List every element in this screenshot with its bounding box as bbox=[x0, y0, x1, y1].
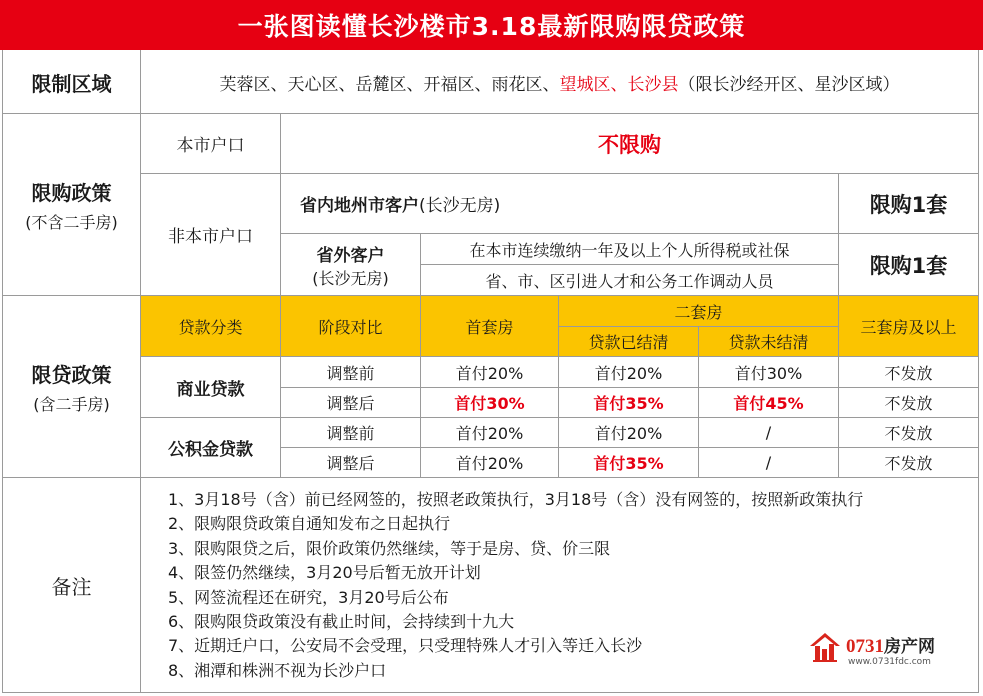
table-cell-uncleared: / bbox=[765, 423, 772, 442]
notes-label: 备注 bbox=[51, 574, 92, 599]
purchase-label: 限购政策 bbox=[31, 180, 112, 205]
logo-url: www.0731fdc.com bbox=[848, 657, 931, 667]
header-second-cleared: 贷款已结清 bbox=[588, 333, 669, 352]
region-label: 限制区域 bbox=[31, 71, 112, 96]
outside-label: 省外客户 bbox=[316, 245, 385, 266]
header-first-home: 首套房 bbox=[465, 317, 514, 337]
list-item: 4、限签仍然继续，3月20号后暂无放开计划 bbox=[168, 563, 481, 583]
page-title: 一张图读懂长沙楼市3.18最新限购限贷政策 bbox=[0, 0, 983, 50]
outside-condition-2: 省、市、区引进人才和公务工作调动人员 bbox=[485, 271, 774, 291]
table-cell-cleared: 首付35% bbox=[593, 454, 664, 473]
header-category: 贷款分类 bbox=[178, 317, 243, 337]
list-item: 2、限购限贷政策自通知发布之日起执行 bbox=[168, 514, 451, 534]
header-second-home: 二套房 bbox=[674, 302, 723, 322]
table-cell-uncleared: 首付45% bbox=[733, 394, 804, 413]
table-cell-cleared: 首付20% bbox=[594, 424, 663, 443]
logo-cn: 房产网 bbox=[884, 637, 935, 657]
region-list bbox=[141, 51, 978, 113]
list-item: 1、3月18号（含）前已经网签的，按照老政策执行，3月18号（含）没有网签的，按照新政策执行 bbox=[168, 490, 864, 509]
list-item: 7、近期迁户口，公安局不会受理，只受理特殊人才引入等迁入长沙 bbox=[168, 636, 643, 656]
table-cell-third: 不发放 bbox=[884, 363, 933, 383]
region-list-part2: （限长沙经开区、星沙区域） bbox=[678, 74, 900, 95]
table-cell-cleared: 首付35% bbox=[593, 394, 664, 413]
header-second-uncleared: 贷款未结清 bbox=[728, 333, 809, 352]
local-hukou-label: 本市户口 bbox=[176, 136, 245, 156]
header-third-home: 三套房及以上 bbox=[860, 317, 957, 337]
table-cell-first: 首付20% bbox=[455, 424, 524, 443]
table-cell-uncleared: 首付30% bbox=[734, 363, 803, 383]
province-client bbox=[300, 174, 838, 233]
loan-label: 限贷政策 bbox=[31, 362, 112, 387]
table-cell-stage: 调整前 bbox=[326, 424, 375, 443]
table-cell-stage: 调整后 bbox=[326, 454, 375, 473]
table-cell-first: 首付20% bbox=[455, 363, 524, 383]
border-right bbox=[978, 50, 979, 693]
table-cell-third: 不发放 bbox=[884, 394, 933, 413]
purchase-sublabel: (不含二手房) bbox=[25, 212, 118, 232]
list-item: 3、限购限贷之后，限价政策仍然继续，等于是房、贷、价三限 bbox=[168, 538, 611, 558]
brand-logo bbox=[808, 624, 968, 682]
purchase-section-label bbox=[3, 114, 140, 295]
province-value: 限购1套 bbox=[869, 192, 948, 217]
table-cell-third: 不发放 bbox=[884, 424, 933, 443]
logo-number: 0731 bbox=[846, 636, 884, 657]
local-hukou-value: 不限购 bbox=[598, 132, 661, 157]
table-cell-stage: 调整前 bbox=[326, 363, 375, 383]
outside-condition-1: 在本市连续缴纳一年及以上个人所得税或社保 bbox=[469, 240, 790, 260]
outside-client bbox=[281, 234, 420, 295]
province-note: (长沙无房) bbox=[419, 196, 501, 216]
outside-value: 限购1套 bbox=[869, 253, 948, 278]
house-logo-icon bbox=[808, 630, 842, 664]
divider-loan bbox=[2, 477, 979, 478]
table-cell-uncleared: / bbox=[765, 453, 772, 472]
commercial-loan-label: 商业贷款 bbox=[176, 379, 245, 400]
table-cell-first: 首付30% bbox=[454, 394, 525, 413]
region-list-part1: 芙蓉区、天心区、岳麓区、开福区、雨花区、 bbox=[219, 74, 560, 95]
list-item: 5、网签流程还在研究，3月20号后公布 bbox=[168, 587, 449, 607]
region-list-red: 望城区、长沙县 bbox=[559, 74, 679, 95]
outside-note: (长沙无房) bbox=[312, 268, 389, 288]
fund-loan-label: 公积金贷款 bbox=[168, 440, 253, 460]
table-cell-stage: 调整后 bbox=[326, 394, 375, 413]
nonlocal-hukou-label: 非本市户口 bbox=[168, 227, 253, 247]
table-cell-first: 首付20% bbox=[455, 454, 524, 473]
province-label: 省内地州市客户 bbox=[300, 196, 419, 216]
header-stage: 阶段对比 bbox=[318, 317, 383, 337]
border-bottom bbox=[2, 692, 979, 693]
list-item: 8、湘潭和株洲不视为长沙户口 bbox=[168, 660, 387, 680]
loan-section-label bbox=[3, 296, 140, 477]
list-item: 6、限购限贷政策没有截止时间，会持续到十九大 bbox=[168, 612, 515, 632]
table-cell-cleared: 首付20% bbox=[594, 363, 663, 383]
table-cell-third: 不发放 bbox=[884, 454, 933, 473]
loan-sublabel: (含二手房) bbox=[33, 394, 110, 414]
